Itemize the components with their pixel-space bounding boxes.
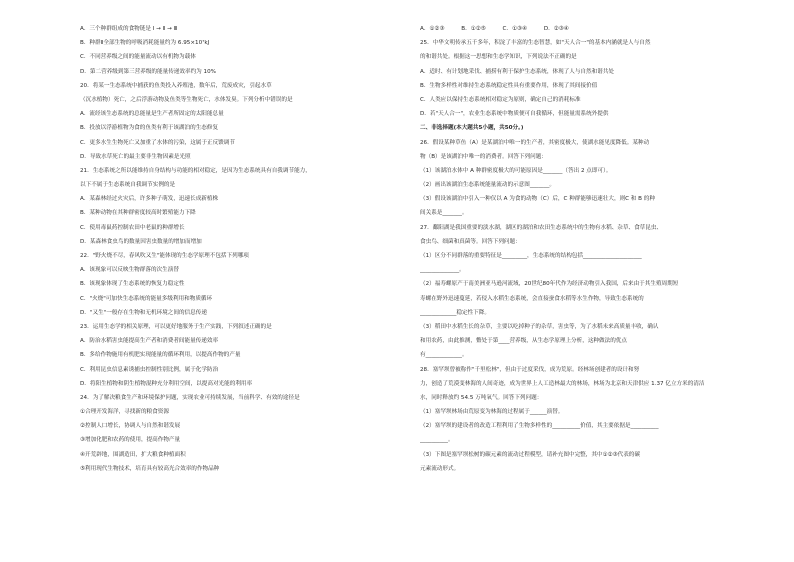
left-column-line: 24．为了解决粮食生产和环境保护问题，实现农业可持续发展，当前科学、有效的途径是	[80, 394, 300, 401]
left-column-line: 23．运用生态学的相关原理，可以更好地服务于生产实践，下列叙述正确的是	[80, 323, 272, 330]
right-column-line: D．若"天人合一"，农业生态系统中物质便可自我循环，但能量需系统外提供	[420, 111, 609, 118]
right-column-line: （2）塞罕坝的建设者的改造工程利用了生物多样性的__________价值，其主要依据是__________	[420, 423, 659, 430]
right-column-line: ______________。	[420, 267, 465, 274]
left-column-line: C．更多水生生物死亡又加重了水体的污染，这属于正反馈调节	[80, 139, 235, 146]
left-column-line: 20．将某一生态系统中捕获的鱼类投入养殖池，数年后，荒废成灾，引起水草	[80, 82, 272, 89]
right-column-line: B．生物多样性对维持生态系统稳定性具有重要作用，体现了其间接价值	[420, 82, 598, 89]
left-column-line: D．将阳生植物和阴生植物混种充分利用空间，以提高对光能的利用率	[80, 380, 253, 387]
left-column-line: （沉水植物）死亡，之后浮游动物及鱼类等生物死亡，水体发臭。下列分析中错误的是	[80, 96, 293, 103]
left-column-line: 以下不属于生态系统自我调节实例的是	[80, 182, 176, 189]
left-column-line: A．某森林经过火灾后，许多种子萌发，迅速长成新植株	[80, 196, 219, 203]
left-column-line: ⑤利用现代生物技术，培育具有较高光合效率的作物品种	[80, 465, 220, 472]
left-column-line: D．第二营养级到第三营养级的能量传递效率约为 10%	[80, 68, 216, 75]
right-column-line: 和用农药，由此推测，鳖处于第____营养级，从生态学原理上分析，这种做法的优点	[420, 338, 627, 345]
left-column-line: ②控制人口增长，协调人与自然和谐发展	[80, 423, 181, 430]
right-column-line: 水，同时释放约 54.5 万吨氧气。回答下列问题：	[420, 394, 543, 401]
right-column-line: （1）该湖泊水体中 A 种群密度极大的可能原因是_______（答出 2 点即可）。	[420, 167, 612, 174]
right-column-line: 物（B）是该湖泊中唯一的消费者。回答下列问题：	[420, 153, 547, 160]
right-column-line: 力，创造了荒漠变林海的人间奇迹，成为世界上人工造林最大的林场，林场为北京和天津供应 1.37 亿立方米的清洁	[420, 380, 705, 387]
left-column-line: B．种群Ⅱ全部生物的呼吸消耗能量约为 6.95×10⁷kJ	[80, 40, 210, 47]
right-column-line: （1）塞罕坝林场由荒原变为林海的过程属于______演替。	[420, 409, 564, 416]
left-column-line: ③增加化肥和农药的使用，提高作物产量	[80, 437, 181, 444]
right-column-line: C．人类应以保持生态系统相对稳定为原则，确定自己的消耗标准	[420, 96, 581, 103]
right-column-line: （1）区分不同群落的重要特征是_________，生态系统的结构包括_____________________	[420, 253, 642, 259]
left-column-line: C．使用毒鼠药控制农田中老鼠的种群增长	[80, 224, 185, 231]
left-column-line: ④开荒辟地，围湖造田，扩大粮食种植面积	[80, 451, 186, 458]
right-column-line: 26．假设某种草鱼（A）是某湖泊中唯一的生产者，其密度极大，使湖水能见度降低。某种动	[420, 139, 650, 146]
left-column-line: D．"又生"一般存在生物和无机环境之间的信息传递	[80, 309, 207, 316]
left-column-line: B．该现象体现了生态系统的恢复力稳定性	[80, 281, 185, 288]
right-column-line: 的和谐共处。根据这一思想和生态学知识，下列说法不正确的是	[420, 54, 577, 61]
left-column	[80, 22, 380, 476]
right-column	[420, 22, 725, 476]
right-column-line: A．①②③ B．①②⑤ C．①③④ D．②③④	[420, 26, 569, 32]
left-column-line: B．多给作物施用有机肥实现能量的循环利用，以提高作物的产量	[80, 352, 241, 359]
left-column-line: 21．生态系统之所以能维持自身结构与功能的相对稳定，是因为生态系统具有自我调节能力，	[80, 167, 311, 174]
right-column-line: 寿螺在野外迅速蔓延，若侵入水稻生态系统，会直接蚕食水稻等水生作物，导致生态系统的	[420, 295, 644, 302]
right-column-line: 有_____________。	[420, 352, 468, 359]
right-column-line: __________。	[420, 437, 454, 444]
right-column-line: A．适时、有计划地采伐、捕捞有利于保护生态系统，体现了人与自然和谐共处	[420, 68, 615, 75]
right-column-line: （2）福寿螺原产于南美洲亚马逊河流域，20世纪80年代作为经济动物引入我国，后来由于其生殖周期短	[420, 281, 679, 288]
left-column-line: D．导致水草死亡的最主要非生物因素是光照	[80, 153, 191, 160]
left-column-line: C．不同营养级之间的能量流动以有机物为载体	[80, 54, 196, 61]
right-column-line: 27．鄱阳湖是我国重要的淡水湖，湖区的湖泊和农田生态系统中的生物有水稻、杂草、食草昆虫、	[420, 224, 663, 231]
right-column-line: （3）稻田中水稻生长的杂草，主要以吃掉种子的杂草，害虫等，为了水稻未来高质量丰收，确认	[420, 323, 659, 330]
left-column-line: C．利用昆虫信息素诱捕虫控制性别比例，属于化学防治	[80, 366, 219, 373]
left-column-line: A．防治水稻害虫能提高生产者和消费者间能量传递效率	[80, 338, 219, 345]
right-column-line: （2）画出该湖泊生态系统能量流动的示意图_______。	[420, 182, 556, 189]
right-column-line: （3）假设该湖泊中引入一种仅以 A 为食的动物（C）后，C 种群能够迅速壮大，则C 和 B 的种	[420, 196, 655, 203]
right-column-line: 28．塞罕坝曾被称作"千里松林"，但由于过度采伐，成为荒原。经林场创建者的设计和努	[420, 366, 640, 373]
right-column-line: 元素流动形式。	[420, 465, 460, 472]
right-column-line: 二、非选择题(本大题共5小题，共50分。)	[420, 125, 524, 132]
right-column-line: 间关系是_______。	[420, 210, 468, 217]
left-column-line: A．该现象可以反映生物群落的次生演替	[80, 267, 179, 274]
left-column-line: B．投放以浮游植物为食的鱼类有利于该湖泊的生态修复	[80, 125, 219, 132]
left-column-line: B．某种动物在其种群密度较高时繁殖能力下降	[80, 210, 196, 217]
left-column-line: A．流经该生态系统的总能量是生产者所固定的太阳能总量	[80, 111, 224, 118]
left-column-line: C．"火烧"可加快生态系统的能量多级利用和物质循环	[80, 295, 213, 302]
right-column-line: _____________稳定性下降。	[420, 309, 490, 316]
left-column-line: ①合理开发海洋，寻找新的粮食资源	[80, 409, 169, 416]
right-column-line: （3）下图是塞罕坝松树的碳元素的流动过程模型，请补充图中完整，其中①②③代表的碳	[420, 451, 640, 458]
right-column-line: 25．中华文明传承五千多年，积淀了丰富的生态智慧，如"天人合一"的基本内涵就是人与自然	[420, 40, 651, 47]
left-column-line: 22．"野火烧不尽，春风吹又生"能体现的生态学原理不包括下列哪项	[80, 253, 249, 259]
left-column-line: A．三个种群组成的食物链是 Ⅰ → Ⅱ → Ⅲ	[80, 26, 178, 32]
left-column-line: D．某森林食虫鸟的数量因害虫数量的增加而增加	[80, 238, 202, 245]
right-column-line: 食虫鸟、细菌和真菌等。回答下列问题：	[420, 238, 521, 245]
